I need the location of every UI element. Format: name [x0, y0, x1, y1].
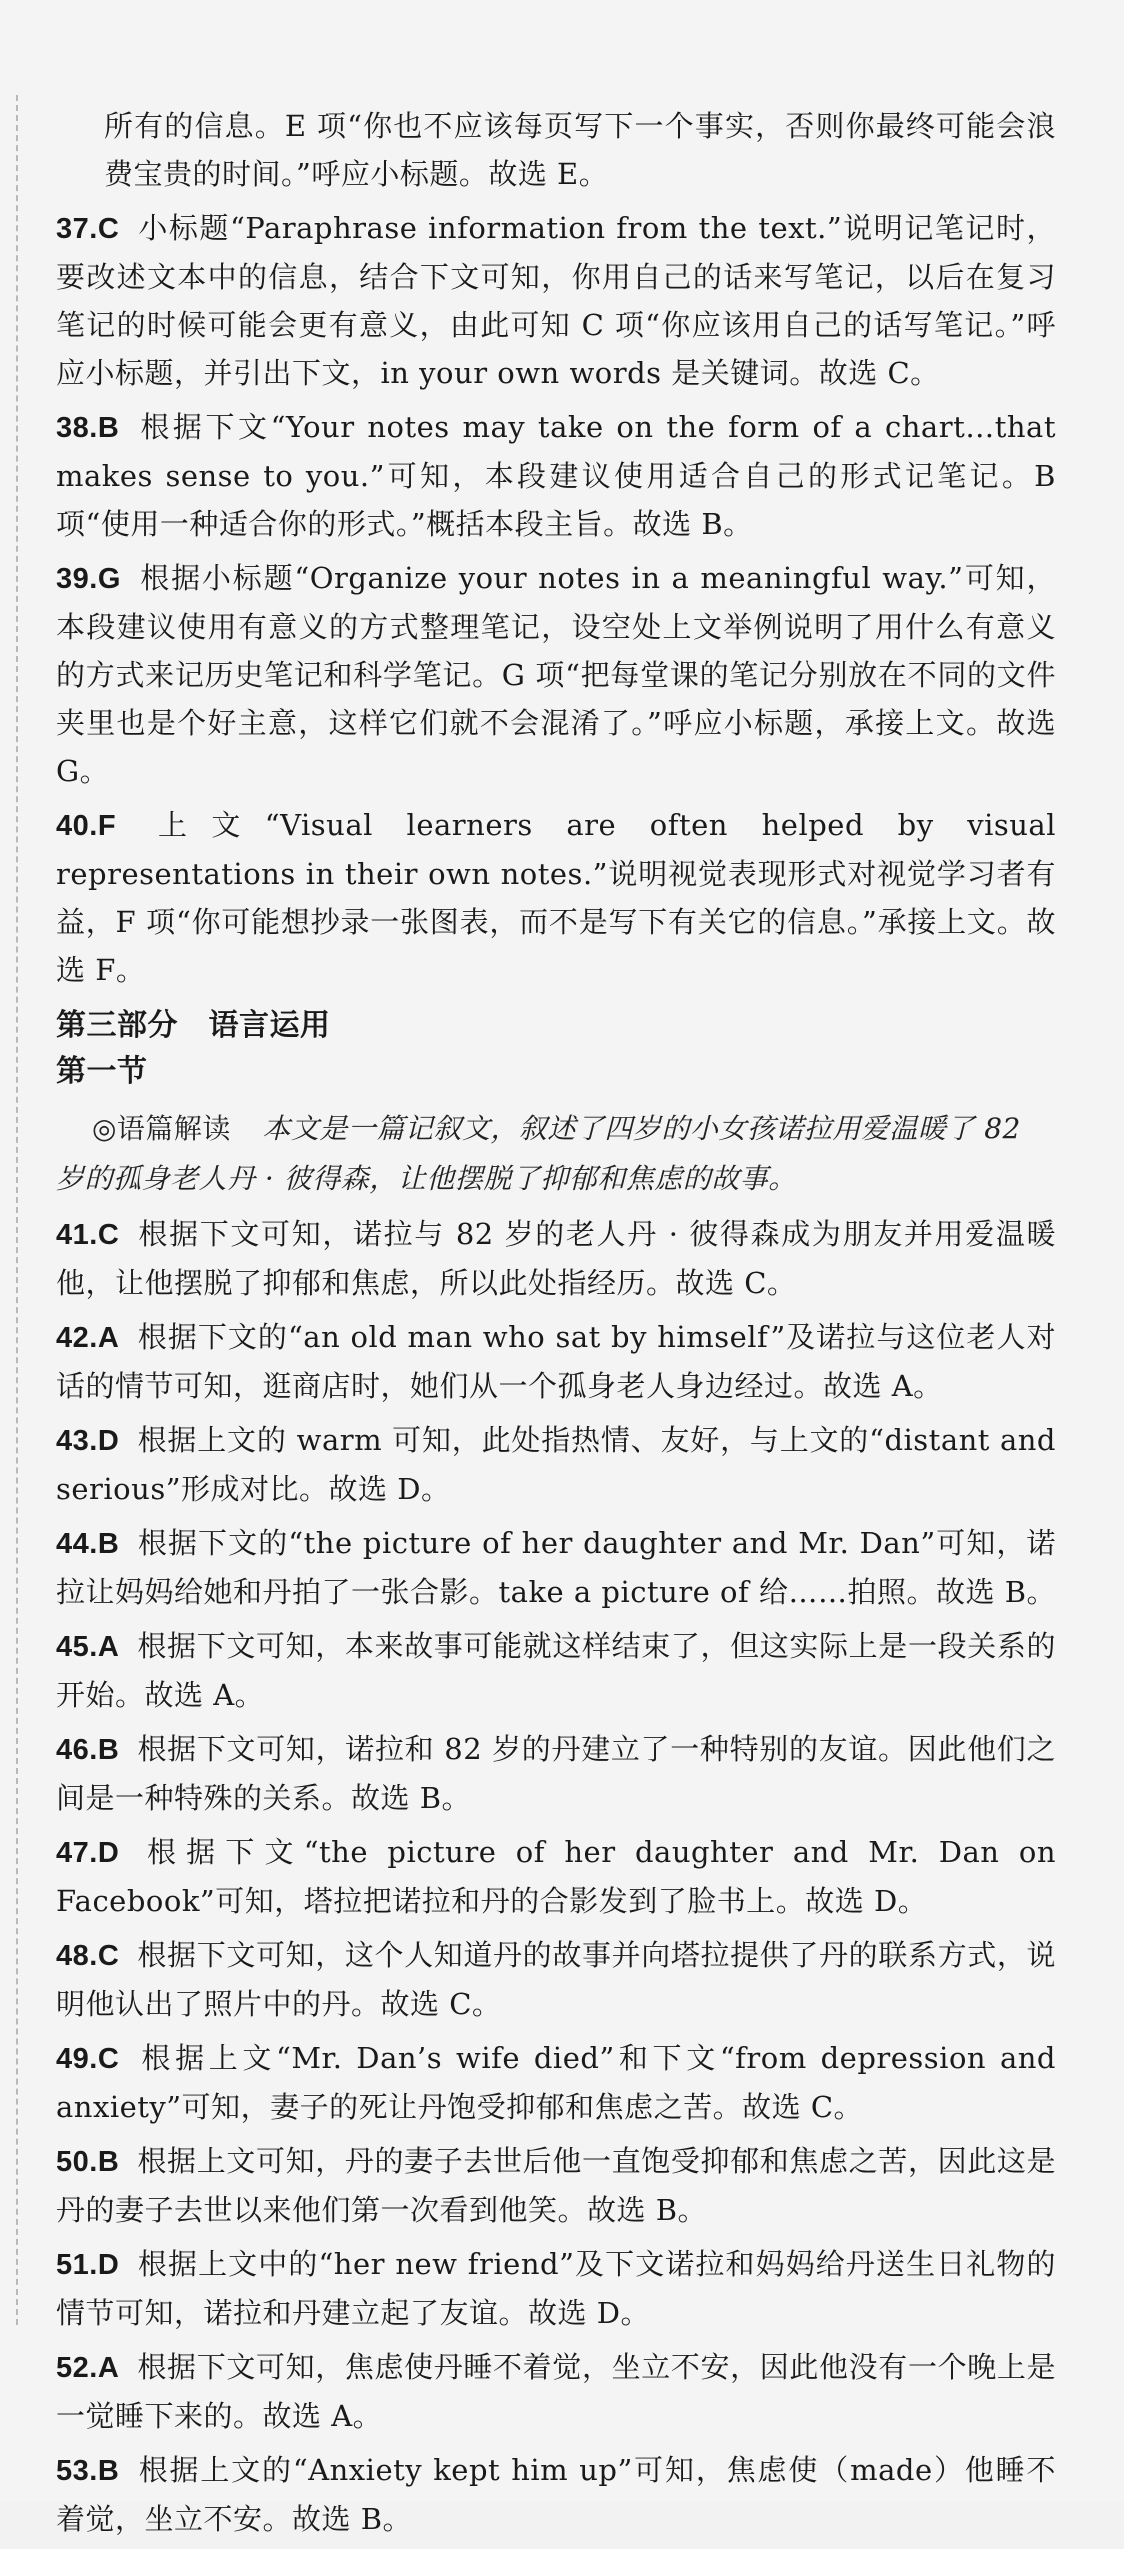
item-explanation: 根据下文可知，诺拉与 82 岁的老人丹 · 彼得森成为朋友并用爱温暖他，让他摆脱了抑郁和焦虑，所以此处指经历。故选 C。 [56, 1217, 1056, 1300]
part-title: 第三部分 语言运用 [56, 1009, 331, 1042]
answer-item [56, 554, 1056, 795]
item-number: 39. [56, 563, 98, 595]
answer-item [56, 801, 1056, 994]
item-explanation: 根据下文的“the picture of her daughter and Mr. Dan”可知，诺拉让妈妈给她和丹拍了一张合影。take a picture of 给……拍照。故选 B。 [56, 1526, 1057, 1609]
answer-item [56, 1210, 1056, 1307]
passage-intro [56, 1104, 1056, 1204]
item-explanation: 小标题“Paraphrase information from the text.”说明记笔记时，要改述文本中的信息，结合下文可知，你用自己的话来写笔记，以后在复习笔记的时候可能会更有意义，由此可知 C 项“你应该用自己的话写笔记。”呼应小标题，并引出下文，in your own words 是关键词。故选 C。 [56, 211, 1056, 390]
answer-item [56, 1313, 1056, 1410]
answer-list-b [56, 1210, 1056, 2543]
item-explanation: 根据上文“Mr. Dan’s wife died”和下文“from depression and anxiety”可知，妻子的死让丹饱受抑郁和焦虑之苦。故选 C。 [56, 2041, 1056, 2124]
item-number: 43. [56, 1425, 98, 1457]
answer-item [56, 1416, 1056, 1513]
item-number: 50. [56, 2146, 98, 2178]
item-answer: B [97, 1528, 120, 1560]
section-title: 第一节 [56, 1055, 148, 1088]
item-explanation: 根据上文的 warm 可知，此处指热情、友好，与上文的“distant and serious”形成对比。故选 D。 [56, 1423, 1056, 1506]
answer-list-a [56, 204, 1056, 994]
answer-item [56, 1519, 1056, 1616]
continuation-paragraph [56, 102, 1056, 198]
item-number: 46. [56, 1734, 98, 1766]
item-answer: B [97, 2455, 120, 2487]
item-answer: C [97, 213, 120, 245]
item-number: 52. [56, 2352, 98, 2384]
item-explanation: 上文“Visual learners are often helped by visual representations in their own notes.”说明视觉表现形式对视觉学习者有益，F 项“你可能想抄录一张图表，而不是写下有关它的信息。”承接上文。故选 F。 [56, 808, 1056, 987]
item-explanation: 根据下文“Your notes may take on the form of a chart…that makes sense to you.”可知，本段建议使用适合自己的形式记笔记。B 项“使用一种适合你的形式。”概括本段主旨。故选 B。 [56, 410, 1056, 541]
margin-dashed-rule [16, 95, 18, 2325]
item-explanation: 根据下文的“an old man who sat by himself”及诺拉与这位老人对话的情节可知，逛商店时，她们从一个孤身老人身边经过。故选 A。 [56, 1320, 1056, 1403]
item-number: 42. [56, 1322, 98, 1354]
item-answer: A [97, 1322, 120, 1354]
answer-item [56, 1725, 1056, 1822]
answer-item [56, 2034, 1056, 2131]
answer-item [56, 1828, 1056, 1925]
item-answer: D [97, 2249, 120, 2281]
item-explanation: 根据下文可知，本来故事可能就这样结束了，但这实际上是一段关系的开始。故选 A。 [56, 1629, 1056, 1712]
item-number: 51. [56, 2249, 98, 2281]
item-answer: C [97, 1219, 120, 1251]
item-explanation: 根据小标题“Organize your notes in a meaningful way.”可知，本段建议使用有意义的方式整理笔记，设空处上文举例说明了用什么有意义的方式来记历史笔记和科学笔记。G 项“把每堂课的笔记分别放在不同的文件夹里也是个好主意，这样它们就不会混淆了。”呼应小标题，承接上文。故选 G。 [56, 561, 1056, 788]
answer-item [56, 2446, 1056, 2543]
item-number: 47. [56, 1837, 98, 1869]
answer-item [56, 1622, 1056, 1719]
item-explanation: 根据下文可知，焦虑使丹睡不着觉，坐立不安，因此他没有一个晚上是一觉睡下来的。故选 A。 [56, 2350, 1056, 2433]
item-answer: G [97, 563, 121, 595]
answer-item [56, 2343, 1056, 2440]
item-answer: B [97, 1734, 120, 1766]
item-explanation: 根据上文中的“her new friend”及下文诺拉和妈妈给丹送生日礼物的情节可知，诺拉和丹建立起了友谊。故选 D。 [56, 2247, 1056, 2330]
passage-intro-label: ◎语篇解读 [92, 1112, 231, 1145]
answer-item [56, 204, 1056, 397]
answer-item [56, 2137, 1056, 2234]
item-answer: D [97, 1837, 120, 1869]
item-answer: B [97, 412, 120, 444]
item-answer: C [97, 1940, 120, 1972]
item-answer: A [97, 2352, 120, 2384]
item-number: 49. [56, 2043, 98, 2075]
item-answer: B [97, 2146, 120, 2178]
answer-item [56, 403, 1056, 548]
item-answer: C [97, 2043, 120, 2075]
item-number: 45. [56, 1631, 98, 1663]
item-number: 40. [56, 810, 98, 842]
item-explanation: 根据上文可知，丹的妻子去世后他一直饱受抑郁和焦虑之苦，因此这是丹的妻子去世以来他们第一次看到他笑。故选 B。 [56, 2144, 1056, 2227]
answer-item [56, 1931, 1056, 2028]
item-answer: D [97, 1425, 120, 1457]
item-explanation: 根据下文可知，诺拉和 82 岁的丹建立了一种特别的友谊。因此他们之间是一种特殊的关系。故选 B。 [56, 1732, 1056, 1815]
answer-content [56, 102, 1056, 2549]
item-number: 41. [56, 1219, 98, 1251]
item-number: 44. [56, 1528, 98, 1560]
item-explanation: 根据上文的“Anxiety kept him up”可知，焦虑使（made）他睡不着觉，坐立不安。故选 B。 [56, 2453, 1056, 2536]
item-explanation: 根据下文“the picture of her daughter and Mr. Dan on Facebook”可知，塔拉把诺拉和丹的合影发到了脸书上。故选 D。 [56, 1835, 1056, 1918]
item-number: 53. [56, 2455, 98, 2487]
item-number: 37. [56, 213, 98, 245]
item-answer: F [97, 810, 117, 842]
item-number: 48. [56, 1940, 98, 1972]
continuation-text: 所有的信息。E 项“你也不应该每页写下一个事实，否则你最终可能会浪费宝贵的时间。”呼应小标题。故选 E。 [104, 109, 1056, 191]
item-explanation: 根据下文可知，这个人知道丹的故事并向塔拉提供了丹的联系方式，说明他认出了照片中的丹。故选 C。 [56, 1938, 1056, 2021]
item-answer: A [97, 1631, 120, 1663]
answer-item [56, 2240, 1056, 2337]
passage-intro-text: 本文是一篇记叙文，叙述了四岁的小女孩诺拉用爱温暖了 82 岁的孤身老人丹 · 彼得森，让他摆脱了抑郁和焦虑的故事。 [56, 1112, 1021, 1195]
item-number: 38. [56, 412, 98, 444]
